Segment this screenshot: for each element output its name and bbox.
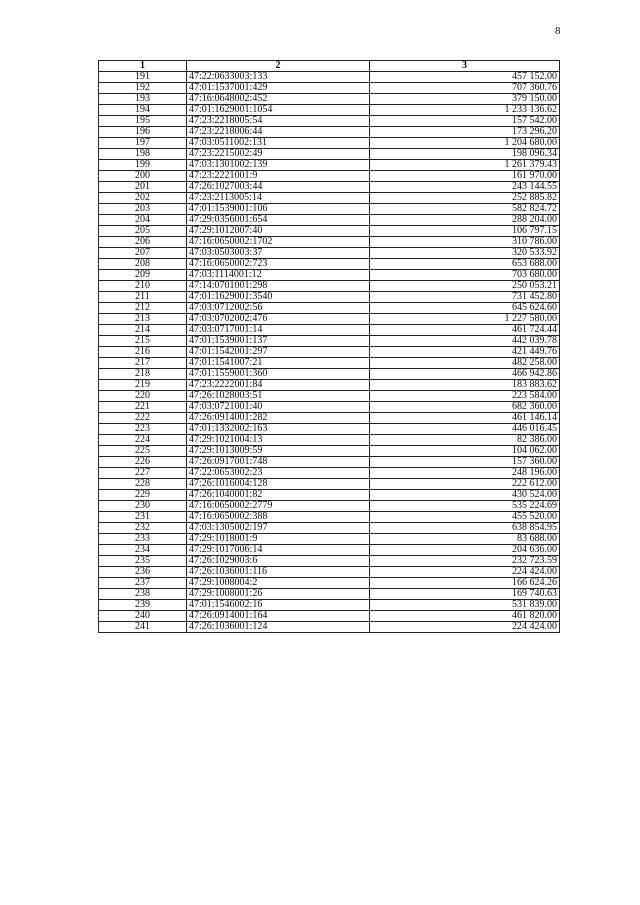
table-row bbox=[99, 193, 560, 204]
cadastral-number-cell: 47:26:1027003:44 bbox=[187, 182, 370, 193]
table-row bbox=[99, 281, 560, 292]
table-row bbox=[99, 127, 560, 138]
row-number-cell: 192 bbox=[99, 83, 187, 94]
value-cell: 1 204 680.00 bbox=[370, 138, 560, 149]
row-number-cell: 225 bbox=[99, 446, 187, 457]
row-number-cell: 231 bbox=[99, 512, 187, 523]
row-number-cell: 197 bbox=[99, 138, 187, 149]
row-number-cell: 206 bbox=[99, 237, 187, 248]
cadastral-number-cell: 47:16:0650002:388 bbox=[187, 512, 370, 523]
table-row bbox=[99, 413, 560, 424]
cadastral-number-cell: 47:26:1016004:128 bbox=[187, 479, 370, 490]
table-row bbox=[99, 303, 560, 314]
table-row bbox=[99, 391, 560, 402]
cadastral-number-cell: 47:03:1305002:197 bbox=[187, 523, 370, 534]
cadastral-number-cell: 47:29:1012007:40 bbox=[187, 226, 370, 237]
cadastral-number-cell: 47:29:1017006:14 bbox=[187, 545, 370, 556]
cadastral-number-cell: 47:03:0702002:476 bbox=[187, 314, 370, 325]
row-number-cell: 237 bbox=[99, 578, 187, 589]
cadastral-number-cell: 47:01:1629001:1054 bbox=[187, 105, 370, 116]
value-cell: 232 723.59 bbox=[370, 556, 560, 567]
cadastral-number-cell: 47:23:2222001:84 bbox=[187, 380, 370, 391]
value-cell: 1 227 580.00 bbox=[370, 314, 560, 325]
cadastral-number-cell: 47:29:1021004:13 bbox=[187, 435, 370, 446]
value-cell: 582 824.72 bbox=[370, 204, 560, 215]
cadastral-number-cell: 47:29:1013009:59 bbox=[187, 446, 370, 457]
table-row bbox=[99, 446, 560, 457]
value-cell: 531 839.00 bbox=[370, 600, 560, 611]
table-row bbox=[99, 83, 560, 94]
table-row bbox=[99, 149, 560, 160]
row-number-cell: 205 bbox=[99, 226, 187, 237]
row-number-cell: 226 bbox=[99, 457, 187, 468]
value-cell: 198 096.34 bbox=[370, 149, 560, 160]
row-number-cell: 211 bbox=[99, 292, 187, 303]
table-row bbox=[99, 600, 560, 611]
table-row bbox=[99, 523, 560, 534]
row-number-cell: 195 bbox=[99, 116, 187, 127]
row-number-cell: 229 bbox=[99, 490, 187, 501]
cadastral-number-cell: 47:16:0650002:723 bbox=[187, 259, 370, 270]
table-row bbox=[99, 369, 560, 380]
table-row bbox=[99, 116, 560, 127]
cadastral-number-cell: 47:26:0914001:164 bbox=[187, 611, 370, 622]
row-number-cell: 227 bbox=[99, 468, 187, 479]
row-number-cell: 234 bbox=[99, 545, 187, 556]
value-cell: 455 520.00 bbox=[370, 512, 560, 523]
table-row bbox=[99, 534, 560, 545]
table-row bbox=[99, 182, 560, 193]
cadastral-number-cell: 47:26:0914001:282 bbox=[187, 413, 370, 424]
value-cell: 222 612.00 bbox=[370, 479, 560, 490]
table-row bbox=[99, 248, 560, 259]
cadastral-number-cell: 47:26:1036001:124 bbox=[187, 622, 370, 633]
value-cell: 183 883.62 bbox=[370, 380, 560, 391]
cadastral-number-cell: 47:26:1036001:116 bbox=[187, 567, 370, 578]
row-number-cell: 202 bbox=[99, 193, 187, 204]
table-row bbox=[99, 160, 560, 171]
table-row bbox=[99, 358, 560, 369]
cadastral-number-cell: 47:29:1008004:2 bbox=[187, 578, 370, 589]
row-number-cell: 240 bbox=[99, 611, 187, 622]
row-number-cell: 201 bbox=[99, 182, 187, 193]
row-number-cell: 218 bbox=[99, 369, 187, 380]
table-row bbox=[99, 105, 560, 116]
row-number-cell: 212 bbox=[99, 303, 187, 314]
cadastral-number-cell: 47:01:1539001:106 bbox=[187, 204, 370, 215]
value-cell: 248 196.00 bbox=[370, 468, 560, 479]
cadastral-number-cell: 47:01:1629001:3540 bbox=[187, 292, 370, 303]
cadastral-number-cell: 47:03:0503003:37 bbox=[187, 248, 370, 259]
row-number-cell: 207 bbox=[99, 248, 187, 259]
value-cell: 703 680.00 bbox=[370, 270, 560, 281]
value-cell: 461 724.44 bbox=[370, 325, 560, 336]
table-row bbox=[99, 545, 560, 556]
value-cell: 535 224.69 bbox=[370, 501, 560, 512]
value-cell: 224 424.00 bbox=[370, 567, 560, 578]
table-row bbox=[99, 589, 560, 600]
row-number-cell: 228 bbox=[99, 479, 187, 490]
cadastral-number-cell: 47:01:1559001:360 bbox=[187, 369, 370, 380]
row-number-cell: 208 bbox=[99, 259, 187, 270]
table-row bbox=[99, 468, 560, 479]
row-number-cell: 236 bbox=[99, 567, 187, 578]
row-number-cell: 204 bbox=[99, 215, 187, 226]
value-cell: 82 386.00 bbox=[370, 435, 560, 446]
cadastral-number-cell: 47:03:1114001:12 bbox=[187, 270, 370, 281]
value-cell: 482 258.00 bbox=[370, 358, 560, 369]
table-row bbox=[99, 72, 560, 83]
value-cell: 250 053.21 bbox=[370, 281, 560, 292]
value-cell: 310 786.00 bbox=[370, 237, 560, 248]
table-row bbox=[99, 512, 560, 523]
row-number-cell: 209 bbox=[99, 270, 187, 281]
row-number-cell: 232 bbox=[99, 523, 187, 534]
value-cell: 252 885.82 bbox=[370, 193, 560, 204]
value-cell: 442 039.78 bbox=[370, 336, 560, 347]
cadastral-number-cell: 47:01:1542001:297 bbox=[187, 347, 370, 358]
cadastral-number-cell: 47:23:2221001:9 bbox=[187, 171, 370, 182]
value-cell: 157 360.00 bbox=[370, 457, 560, 468]
row-number-cell: 223 bbox=[99, 424, 187, 435]
table-row bbox=[99, 501, 560, 512]
table-row bbox=[99, 215, 560, 226]
row-number-cell: 215 bbox=[99, 336, 187, 347]
row-number-cell: 194 bbox=[99, 105, 187, 116]
cadastral-number-cell: 47:29:0356001:654 bbox=[187, 215, 370, 226]
value-cell: 161 970.00 bbox=[370, 171, 560, 182]
value-cell: 104 062.00 bbox=[370, 446, 560, 457]
value-cell: 320 533.92 bbox=[370, 248, 560, 259]
row-number-cell: 224 bbox=[99, 435, 187, 446]
cadastral-number-cell: 47:29:1018001:9 bbox=[187, 534, 370, 545]
row-number-cell: 203 bbox=[99, 204, 187, 215]
cadastral-number-cell: 47:26:0917001:748 bbox=[187, 457, 370, 468]
value-cell: 1 233 136.62 bbox=[370, 105, 560, 116]
cadastral-number-cell: 47:26:1028003:51 bbox=[187, 391, 370, 402]
table-row bbox=[99, 556, 560, 567]
cadastral-number-cell: 47:23:2218006:44 bbox=[187, 127, 370, 138]
row-number-cell: 233 bbox=[99, 534, 187, 545]
table-row bbox=[99, 270, 560, 281]
row-number-cell: 222 bbox=[99, 413, 187, 424]
value-cell: 204 636.00 bbox=[370, 545, 560, 556]
cadastral-number-cell: 47:26:1040001:82 bbox=[187, 490, 370, 501]
row-number-cell: 239 bbox=[99, 600, 187, 611]
row-number-cell: 198 bbox=[99, 149, 187, 160]
table-row bbox=[99, 138, 560, 149]
row-number-cell: 217 bbox=[99, 358, 187, 369]
table-row bbox=[99, 347, 560, 358]
value-cell: 83 688.00 bbox=[370, 534, 560, 545]
row-number-cell: 199 bbox=[99, 160, 187, 171]
row-number-cell: 221 bbox=[99, 402, 187, 413]
row-number-cell: 220 bbox=[99, 391, 187, 402]
cadastral-number-cell: 47:16:0650002:1702 bbox=[187, 237, 370, 248]
row-number-cell: 216 bbox=[99, 347, 187, 358]
cadastral-number-cell: 47:03:0712002:56 bbox=[187, 303, 370, 314]
table-row bbox=[99, 94, 560, 105]
value-cell: 169 740.63 bbox=[370, 589, 560, 600]
column-header-2: 2 bbox=[187, 61, 370, 72]
value-cell: 173 296.20 bbox=[370, 127, 560, 138]
value-cell: 421 449.76 bbox=[370, 347, 560, 358]
table-row bbox=[99, 424, 560, 435]
table-row bbox=[99, 226, 560, 237]
table-row bbox=[99, 259, 560, 270]
table-row bbox=[99, 611, 560, 622]
table-row bbox=[99, 314, 560, 325]
value-cell: 731 452.80 bbox=[370, 292, 560, 303]
cadastral-number-cell: 47:23:2218005:54 bbox=[187, 116, 370, 127]
table-row bbox=[99, 325, 560, 336]
row-number-cell: 191 bbox=[99, 72, 187, 83]
table-row bbox=[99, 171, 560, 182]
cadastral-number-cell: 47:01:1332002:163 bbox=[187, 424, 370, 435]
cadastral-number-cell: 47:03:0717001:14 bbox=[187, 325, 370, 336]
registry-table bbox=[98, 60, 560, 633]
cadastral-number-cell: 47:01:1546002:16 bbox=[187, 600, 370, 611]
page-number: 8 bbox=[555, 25, 561, 37]
table-row bbox=[99, 457, 560, 468]
value-cell: 166 624.26 bbox=[370, 578, 560, 589]
cadastral-number-cell: 47:03:0511002:131 bbox=[187, 138, 370, 149]
row-number-cell: 230 bbox=[99, 501, 187, 512]
table-body bbox=[99, 72, 560, 633]
table-row bbox=[99, 435, 560, 446]
cadastral-number-cell: 47:22:0653002:23 bbox=[187, 468, 370, 479]
table-row bbox=[99, 336, 560, 347]
row-number-cell: 219 bbox=[99, 380, 187, 391]
column-header-1: 1 bbox=[99, 61, 187, 72]
cadastral-number-cell: 47:16:0650002:2779 bbox=[187, 501, 370, 512]
cadastral-number-cell: 47:23:2215002:49 bbox=[187, 149, 370, 160]
cadastral-number-cell: 47:03:1301002:139 bbox=[187, 160, 370, 171]
value-cell: 638 854.95 bbox=[370, 523, 560, 534]
table-header-row bbox=[99, 61, 560, 72]
row-number-cell: 210 bbox=[99, 281, 187, 292]
row-number-cell: 235 bbox=[99, 556, 187, 567]
value-cell: 645 624.60 bbox=[370, 303, 560, 314]
value-cell: 461 146.14 bbox=[370, 413, 560, 424]
cadastral-number-cell: 47:01:1539001:137 bbox=[187, 336, 370, 347]
table-row bbox=[99, 622, 560, 633]
table-row bbox=[99, 380, 560, 391]
value-cell: 379 150.00 bbox=[370, 94, 560, 105]
value-cell: 157 542.00 bbox=[370, 116, 560, 127]
value-cell: 466 942.86 bbox=[370, 369, 560, 380]
column-header-3: 3 bbox=[370, 61, 560, 72]
value-cell: 223 584.00 bbox=[370, 391, 560, 402]
value-cell: 461 820.00 bbox=[370, 611, 560, 622]
table-row bbox=[99, 292, 560, 303]
value-cell: 1 261 379.43 bbox=[370, 160, 560, 171]
value-cell: 653 688.00 bbox=[370, 259, 560, 270]
value-cell: 707 360.76 bbox=[370, 83, 560, 94]
cadastral-number-cell: 47:14:0701001:298 bbox=[187, 281, 370, 292]
cadastral-number-cell: 47:22:0633003:133 bbox=[187, 72, 370, 83]
value-cell: 430 524.00 bbox=[370, 490, 560, 501]
table-row bbox=[99, 479, 560, 490]
cadastral-number-cell: 47:23:2113005:14 bbox=[187, 193, 370, 204]
value-cell: 288 204.00 bbox=[370, 215, 560, 226]
value-cell: 106 797.15 bbox=[370, 226, 560, 237]
row-number-cell: 200 bbox=[99, 171, 187, 182]
row-number-cell: 196 bbox=[99, 127, 187, 138]
value-cell: 224 424.00 bbox=[370, 622, 560, 633]
cadastral-number-cell: 47:16:0648002:452 bbox=[187, 94, 370, 105]
cadastral-number-cell: 47:26:1029003:6 bbox=[187, 556, 370, 567]
row-number-cell: 214 bbox=[99, 325, 187, 336]
value-cell: 243 144.55 bbox=[370, 182, 560, 193]
value-cell: 682 360.00 bbox=[370, 402, 560, 413]
row-number-cell: 213 bbox=[99, 314, 187, 325]
table-row bbox=[99, 402, 560, 413]
cadastral-number-cell: 47:03:0721001:40 bbox=[187, 402, 370, 413]
cadastral-number-cell: 47:29:1008001:26 bbox=[187, 589, 370, 600]
value-cell: 457 152.00 bbox=[370, 72, 560, 83]
cadastral-number-cell: 47:01:1541007:21 bbox=[187, 358, 370, 369]
row-number-cell: 238 bbox=[99, 589, 187, 600]
table-row bbox=[99, 578, 560, 589]
row-number-cell: 193 bbox=[99, 94, 187, 105]
table-row bbox=[99, 490, 560, 501]
row-number-cell: 241 bbox=[99, 622, 187, 633]
table-row bbox=[99, 567, 560, 578]
table-row bbox=[99, 204, 560, 215]
table-row bbox=[99, 237, 560, 248]
cadastral-number-cell: 47:01:1537001:429 bbox=[187, 83, 370, 94]
value-cell: 446 016.45 bbox=[370, 424, 560, 435]
